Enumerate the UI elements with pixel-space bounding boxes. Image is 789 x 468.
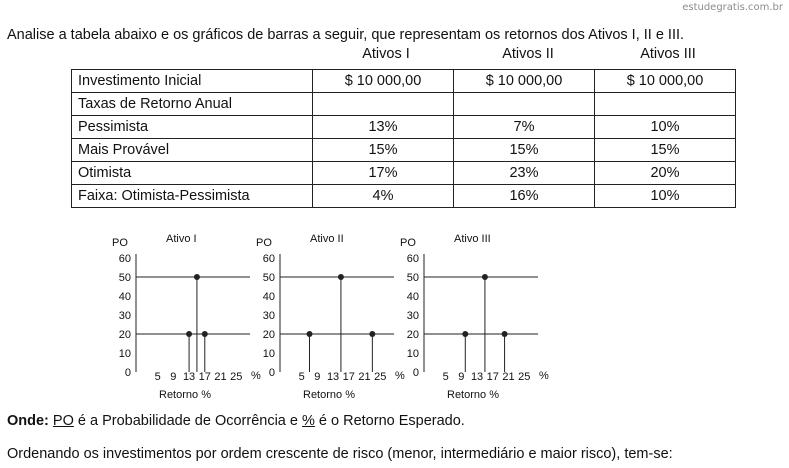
x-axis-label: Retorno % [303, 389, 355, 401]
x-tick-label: 21 [214, 371, 227, 383]
cell: 15% [454, 139, 595, 162]
y-tick-label: 30 [262, 310, 275, 322]
cell: 15% [313, 139, 454, 162]
po-term: PO [52, 413, 74, 429]
x-tick-label: 25 [518, 371, 531, 383]
data-point [186, 331, 192, 337]
y-tick-label: 30 [406, 310, 419, 322]
y-tick-label: 60 [406, 253, 419, 265]
y-axis-label: PO [112, 237, 128, 249]
x-axis-label: Retorno % [447, 389, 499, 401]
x-tick-label: 21 [358, 371, 371, 383]
cell: 13% [313, 116, 454, 139]
y-tick-label: 40 [406, 291, 419, 303]
table-row [72, 70, 736, 93]
y-tick-label: 20 [406, 329, 419, 341]
y-tick-label: 50 [118, 272, 131, 284]
y-tick-label: 0 [412, 367, 419, 379]
column-header-ativos-ii: Ativos II [502, 46, 554, 62]
cell: 7% [454, 116, 595, 139]
y-tick-label: 20 [262, 329, 275, 341]
y-tick-label: 60 [262, 253, 275, 265]
row-label: Faixa: Otimista-Pessimista [72, 185, 313, 208]
cell: $ 10 000,00 [595, 70, 736, 93]
y-tick-label: 10 [406, 348, 419, 360]
onde-text-1: é a Probabilidade de Ocorrência e [73, 413, 302, 429]
cell: 20% [595, 162, 736, 185]
x-tick-label: 9 [170, 371, 177, 383]
y-tick-label: 0 [124, 367, 131, 379]
data-point [462, 331, 468, 337]
x-tick-label: 9 [314, 371, 321, 383]
chart-svg [400, 228, 550, 406]
x-tick-label: 9 [458, 371, 465, 383]
table-row [72, 93, 736, 116]
chart-ativo-ii [256, 228, 406, 411]
table-row [72, 116, 736, 139]
data-point [369, 331, 375, 337]
y-tick-label: 30 [118, 310, 131, 322]
x-tick-label: 13 [326, 371, 340, 383]
data-point [202, 331, 208, 337]
row-label: Taxas de Retorno Anual [72, 93, 313, 116]
y-axis-label: PO [256, 237, 272, 249]
table-row [72, 162, 736, 185]
y-axis-label: PO [400, 237, 416, 249]
chart-svg [256, 228, 406, 406]
data-point [307, 331, 313, 337]
chart-ativo-iii [400, 228, 550, 411]
onde-text-2: é o Retorno Esperado. [314, 413, 465, 429]
data-point [194, 274, 200, 280]
x-tick-label: 21 [502, 371, 515, 383]
y-tick-label: 0 [268, 367, 275, 379]
cell [313, 93, 454, 116]
y-tick-label: 20 [118, 329, 131, 341]
x-tick-label: 17 [486, 371, 499, 383]
row-label: Otimista [72, 162, 313, 185]
watermark: estudegratis.com.br [682, 2, 783, 13]
chart-ativo-i [112, 228, 262, 411]
returns-table [71, 69, 736, 208]
x-unit-label: % [539, 370, 549, 382]
y-tick-label: 40 [262, 291, 275, 303]
cell: 4% [313, 185, 454, 208]
row-label: Pessimista [72, 116, 313, 139]
data-point [338, 274, 344, 280]
cell: 10% [595, 116, 736, 139]
x-tick-label: 17 [198, 371, 211, 383]
x-tick-label: 25 [374, 371, 387, 383]
data-point [482, 274, 488, 280]
data-point [502, 331, 508, 337]
cell [454, 93, 595, 116]
y-tick-label: 10 [118, 348, 131, 360]
x-tick-label: 25 [230, 371, 243, 383]
x-tick-label: 5 [154, 371, 161, 383]
cell: $ 10 000,00 [454, 70, 595, 93]
chart-title: Ativo III [454, 233, 491, 245]
cell: $ 10 000,00 [313, 70, 454, 93]
x-tick-label: 5 [298, 371, 305, 383]
chart-title: Ativo II [310, 233, 344, 245]
cell: 10% [595, 185, 736, 208]
x-axis-label: Retorno % [159, 389, 211, 401]
cell: 15% [595, 139, 736, 162]
y-tick-label: 40 [118, 291, 131, 303]
cell: 16% [454, 185, 595, 208]
chart-svg [112, 228, 262, 406]
onde-line [7, 413, 465, 429]
cell: 23% [454, 162, 595, 185]
cell: 17% [313, 162, 454, 185]
row-label: Investimento Inicial [72, 70, 313, 93]
onde-label: Onde: [7, 413, 49, 429]
x-unit-label: % [395, 370, 405, 382]
table-row [72, 185, 736, 208]
chart-title: Ativo I [166, 233, 197, 245]
y-tick-label: 10 [262, 348, 275, 360]
table-row [72, 139, 736, 162]
y-tick-label: 50 [262, 272, 275, 284]
x-unit-label: % [251, 370, 261, 382]
x-tick-label: 13 [182, 371, 196, 383]
x-tick-label: 17 [342, 371, 355, 383]
x-tick-label: 13 [470, 371, 484, 383]
intro-text: Analise a tabela abaixo e os gráficos de barras a seguir, que representam os retornos dos Ativos I, II e III. [7, 27, 685, 43]
y-tick-label: 60 [118, 253, 131, 265]
cell [595, 93, 736, 116]
row-label: Mais Provável [72, 139, 313, 162]
column-header-ativos-i: Ativos I [362, 46, 410, 62]
pct-term: % [302, 413, 315, 429]
column-header-ativos-iii: Ativos III [640, 46, 696, 62]
question-text: Ordenando os investimentos por ordem crescente de risco (menor, intermediário e maior risco), tem-se: [7, 446, 673, 462]
y-tick-label: 50 [406, 272, 419, 284]
x-tick-label: 5 [442, 371, 449, 383]
